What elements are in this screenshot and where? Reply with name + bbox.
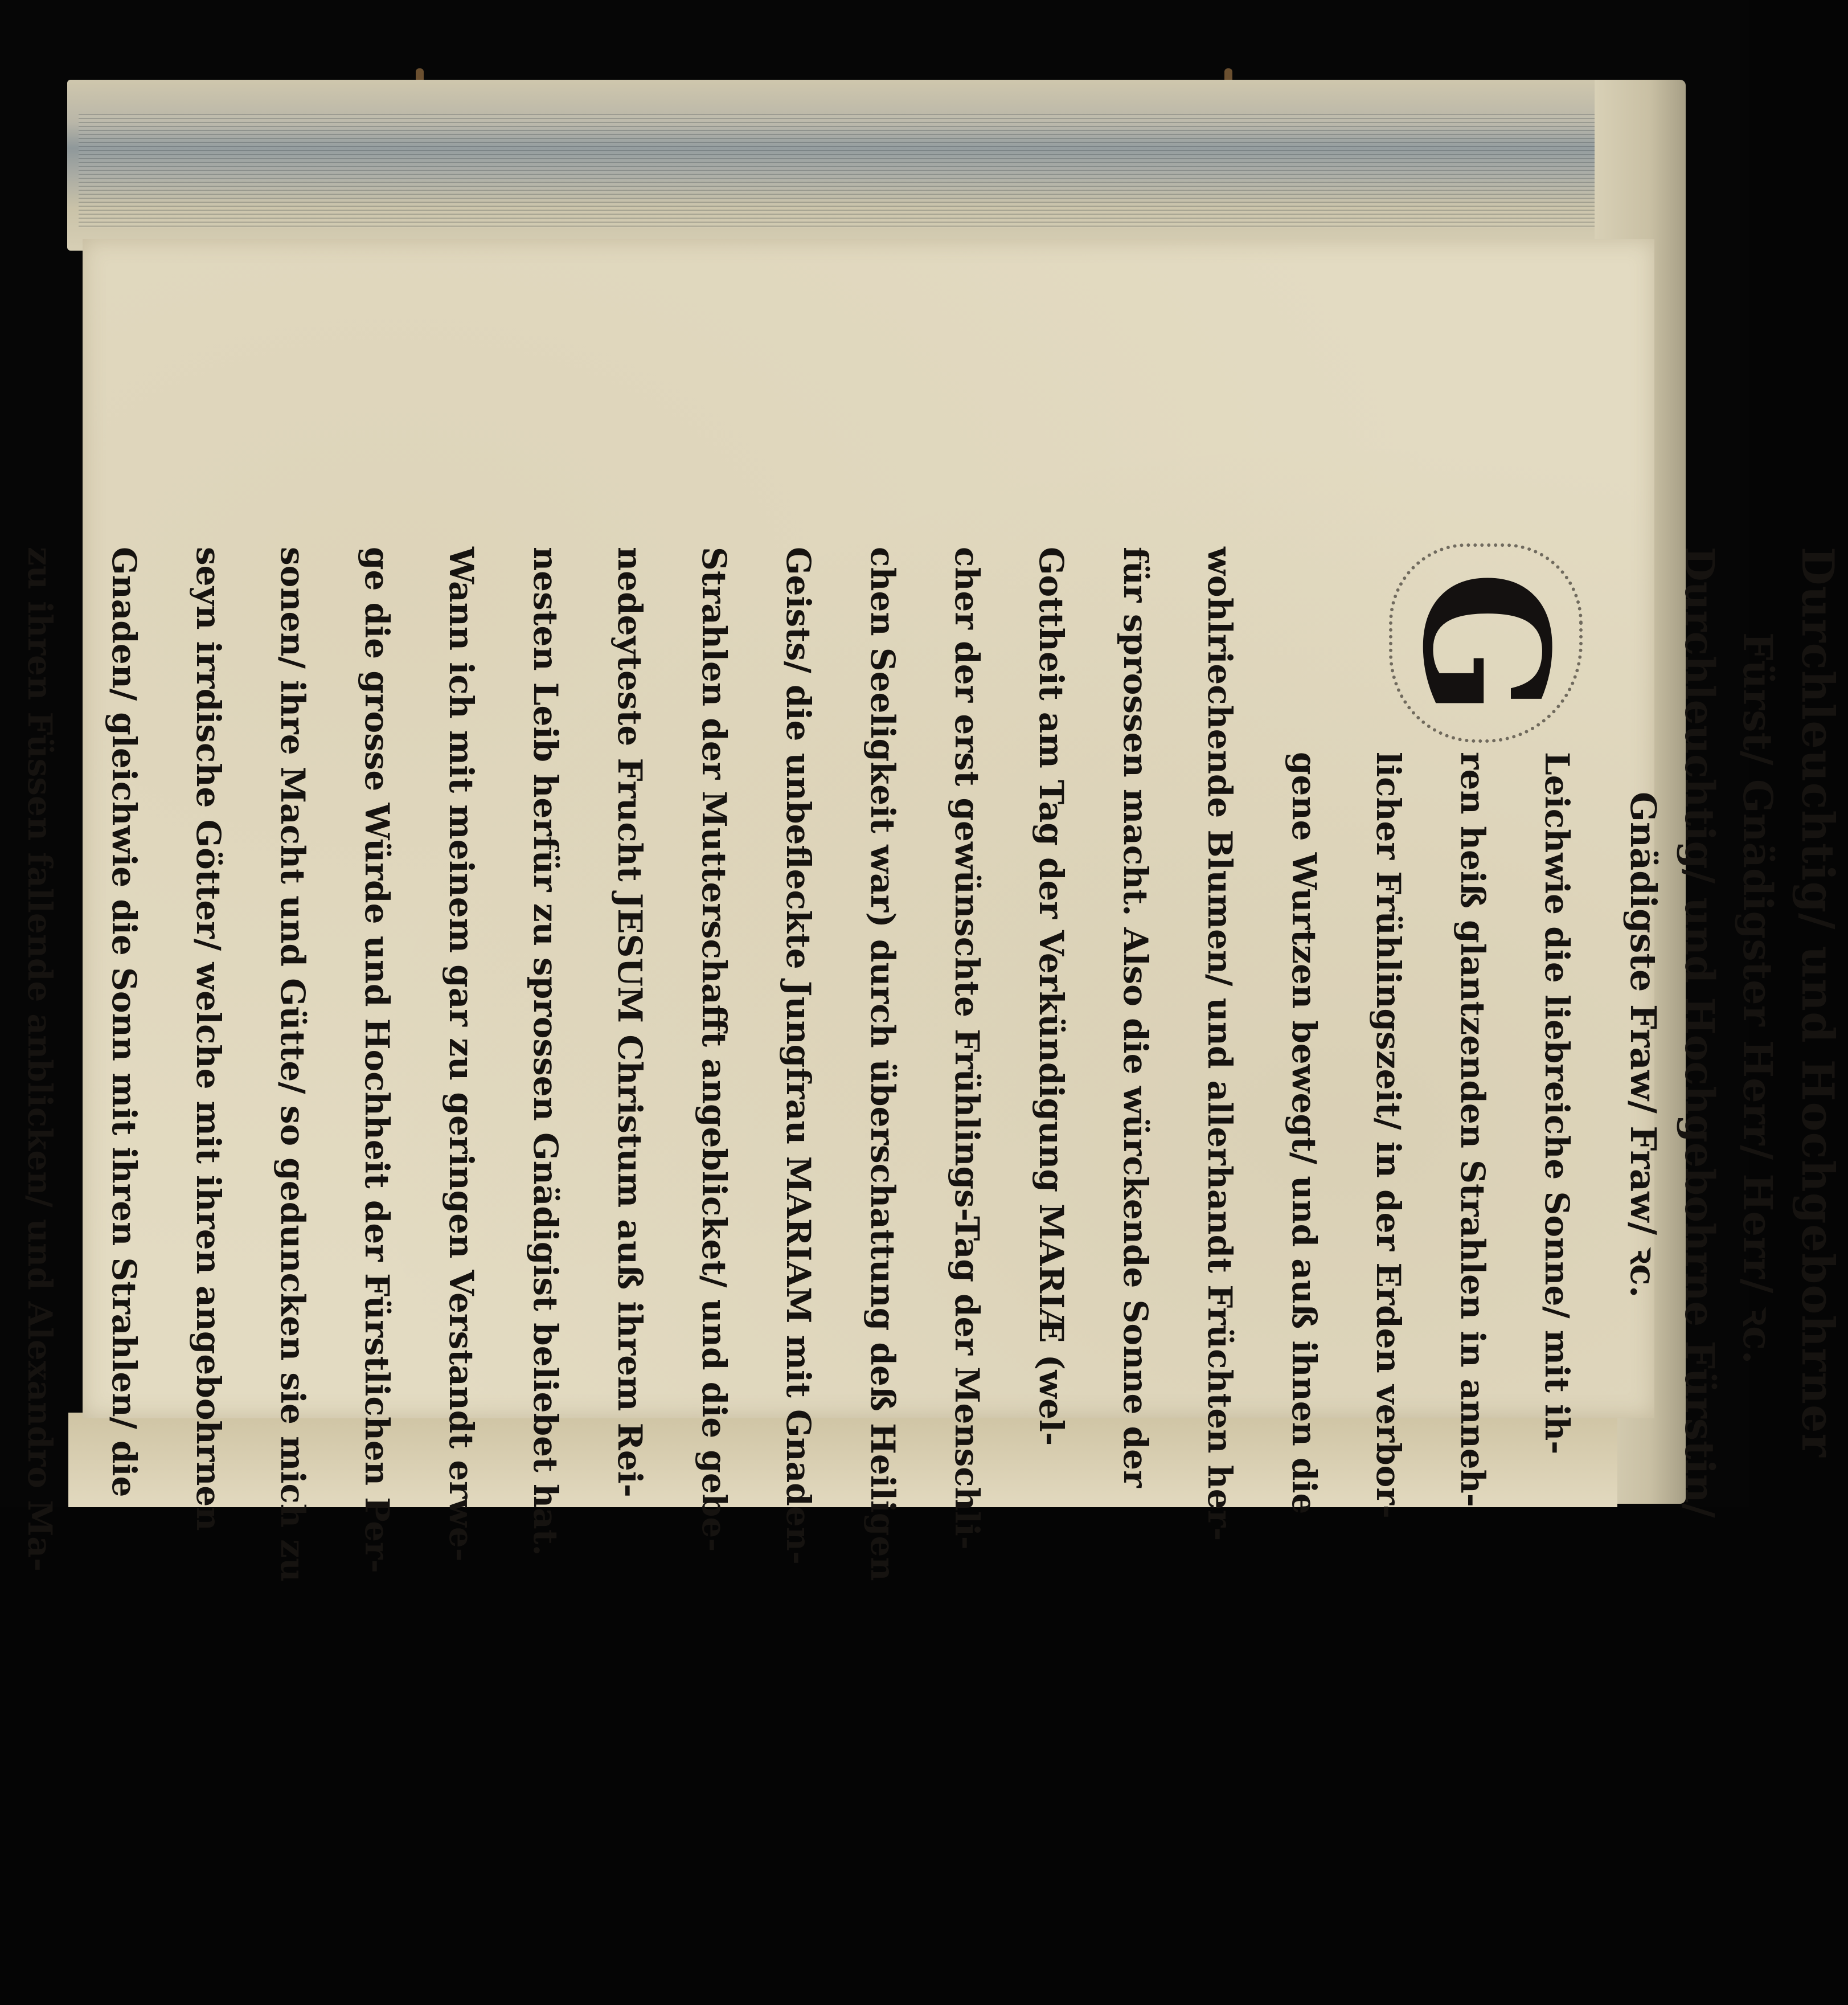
ornamental-initial: G: [1385, 570, 1586, 717]
printed-text-block: [21, 547, 1848, 1675]
page-edges: [67, 80, 1639, 251]
body-line: chen Seeligkeit war) durch überschattung deß Heiligen: [863, 547, 902, 1581]
heading-line-3: Durchleuchtig/ und Hochgebohrne Fürstin/: [1676, 547, 1723, 1518]
body-line: für sprossen macht. Also die würckende Sonne der: [1116, 547, 1155, 1488]
heading-line-2: Fürst/ Gnädigster Herr/ Herr/ ꝛc.: [1734, 632, 1781, 1364]
body-line: zu ihren Füssen fallende anblicken/ und Alexandro Ma-: [21, 547, 59, 1572]
body-line: sonen/ ihre Macht und Gütte/ so geduncken sie mich zu: [273, 547, 312, 1582]
body-line: seyn irrdische Götter/ welche mit ihren angebohrnen: [189, 547, 228, 1531]
body-line: ren heiß glantzenden Strahlen in anneh-: [1453, 752, 1492, 1507]
heading-line-1: Durchleuchtig/ und Hochgebohrner: [1792, 547, 1843, 1458]
body-line: Leichwie die liebreiche Sonne/ mit ih-: [1538, 752, 1576, 1455]
body-line: cher der erst gewünschte Frühlings-Tag der Menschli-: [948, 547, 986, 1550]
body-line: nedeyteste Frucht JESUM Christum auß ihrem Rei-: [610, 547, 649, 1497]
book-page: [21, 239, 1843, 1582]
body-line: nesten Leib herfür zu sprossen Gnädigist beliebet hat.: [526, 547, 565, 1556]
body-line: licher Frühlingszeit/ in der Erden verbor-: [1369, 752, 1408, 1519]
body-line: Geists/ die unbefleckte Jungfrau MARIAM mit Gnaden-: [779, 547, 818, 1565]
body-text: [0, 547, 1586, 2005]
body-line: ge die grosse Würde und Hochheit der Fürstlichen Per-: [358, 547, 396, 1573]
heading-line-4: Gnädigste Fraw/ Fraw/ ꝛc.: [1622, 792, 1664, 1298]
body-line: Wann ich mit meinem gar zu geringen Verstandt erwe-: [442, 547, 481, 1562]
body-line: gene Wurtzen bewegt/ und auß ihnen die: [1285, 752, 1323, 1515]
body-line: wohlriechende Blumen/ und allerhandt Früchten her-: [1200, 547, 1239, 1541]
body-line: Gottheit am Tag der Verkündigung MARIÆ (wel-: [1032, 547, 1071, 1446]
body-line: Gnaden/ gleichwie die Sonn mit ihren Strahlen/ die: [105, 547, 144, 1497]
body-line: Strahlen der Mutterschafft angeblicket/ und die gebe-: [695, 547, 734, 1552]
